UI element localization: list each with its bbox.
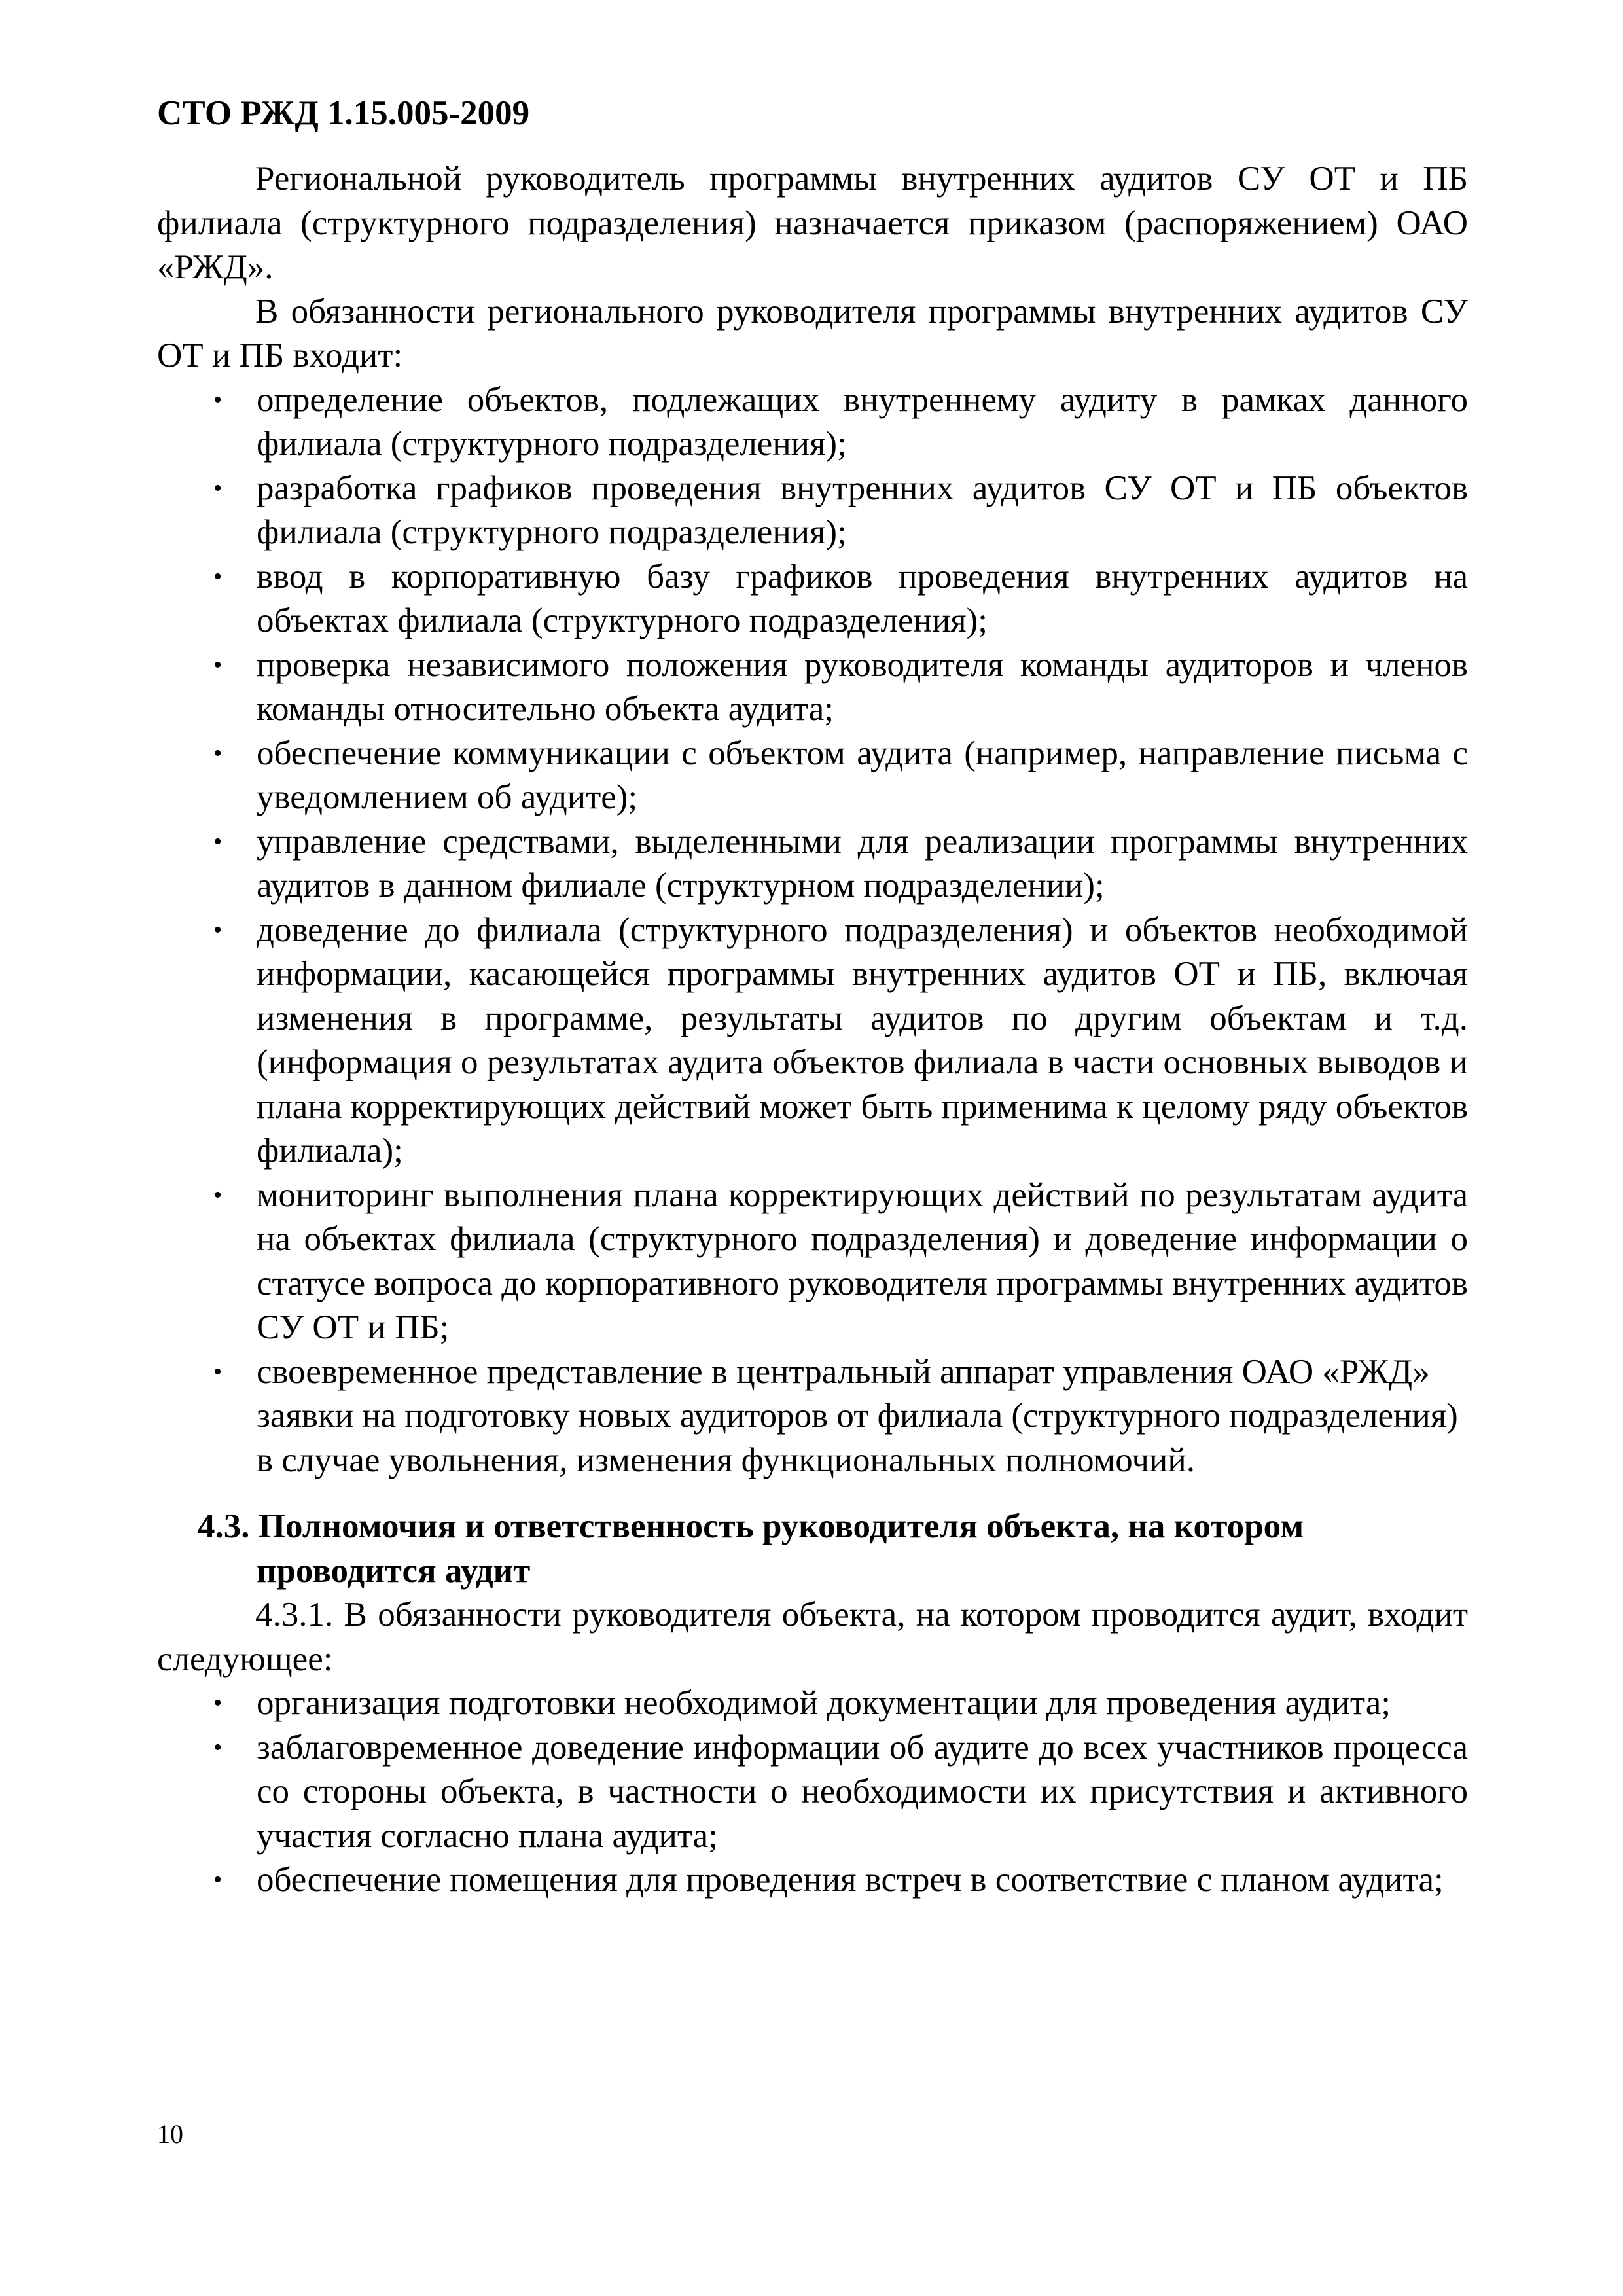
list-item [157,1350,1468,1483]
section-heading-4-3: 4.3. Полномочия и ответственность руководителя объекта, на котором проводится аудит [198,1507,1304,1590]
list-item-text: проверка независимого положения руководителя команды аудиторов и членов команды относительно объекта аудита; [257,645,1468,728]
list-item [157,1174,1468,1350]
list-item-text: своевременное представление в центральный аппарат управления ОАО «РЖД» заявки на подготовку новых аудиторов от филиала (структурного подразделения) в случае увольнения, изменения функциональных полномочий. [257,1352,1458,1479]
paragraph-regional-manager: Региональной руководитель программы внутренних аудитов СУ ОТ и ПБ филиала (структурного подразделения) назначается приказом (распоряжением) ОАО «РЖД». [157,160,1468,286]
list-item [157,467,1468,555]
bullet-icon: • [213,739,223,767]
bullet-icon: • [213,1689,223,1717]
list-item [157,732,1468,820]
bullet-icon: • [213,916,223,944]
list-item-text: управление средствами, выделенными для реализации программы внутренних аудитов в данном филиале (структурном подразделении); [257,822,1468,905]
list-item-text: организация подготовки необходимой документации для проведения аудита; [257,1684,1391,1722]
bullet-icon: • [213,1733,223,1761]
bullet-icon: • [213,386,223,414]
list-item-text: обеспечение помещения для проведения встреч в соответствие с планом аудита; [257,1861,1444,1899]
list-item-text: ввод в корпоративную базу графиков проведения внутренних аудитов на объектах филиала (структурного подразделения); [257,557,1468,639]
document-body [157,157,1468,1903]
duties-list-regional [157,378,1468,1483]
bullet-icon: • [213,1181,223,1209]
list-item-text: мониторинг выполнения плана корректирующих действий по результатам аудита на объектах филиала (структурного подразделения) и доведение информации о статусе вопроса до корпоративного руководителя программы внутренних аудитов СУ ОТ и ПБ; [257,1175,1468,1346]
bullet-icon: • [213,1866,223,1893]
list-item [157,643,1468,732]
list-item [157,908,1468,1174]
list-item [157,1681,1468,1726]
list-item [157,820,1468,908]
bullet-icon: • [213,1357,223,1386]
list-item-text: заблаговременное доведение информации об аудите до всех участников процесса со стороны объекта, в частности о необходимости их присутствия и активного участия согласно плана аудита; [257,1728,1468,1855]
page-number: 10 [157,2119,183,2149]
list-item-text: разработка графиков проведения внутренних аудитов СУ ОТ и ПБ объектов филиала (структурного подразделения); [257,469,1468,551]
list-item [157,555,1468,643]
list-item-text: доведение до филиала (структурного подразделения) и объектов необходимой информации, касающейся программы внутренних аудитов ОТ и ПБ, включая изменения в программе, результаты аудитов по другим объектам и т.д. (информация о результатах аудита объектов филиала в части основных выводов и плана корректирующих действий может быть применима к целому ряду объектов филиала); [257,910,1468,1170]
list-item [157,1858,1468,1903]
bullet-icon: • [213,651,223,679]
paragraph-4-3-1: 4.3.1. В обязанности руководителя объекта, на котором проводится аудит, входит следующее: [157,1596,1468,1678]
bullet-icon: • [213,827,223,855]
list-item [157,378,1468,467]
duties-list-object-manager [157,1681,1468,1903]
paragraph-duties-intro: В обязанности регионального руководителя программы внутренних аудитов СУ ОТ и ПБ входит: [157,292,1468,374]
list-item-text: определение объектов, подлежащих внутреннему аудиту в рамках данного филиала (структурного подразделения); [257,380,1468,463]
bullet-icon: • [213,562,223,590]
document-code-header: СТО РЖД 1.15.005-2009 [157,94,530,132]
list-item-text: обеспечение коммуникации с объектом аудита (например, направление письма с уведомлением об аудите); [257,734,1468,816]
list-item [157,1726,1468,1859]
bullet-icon: • [213,474,223,502]
